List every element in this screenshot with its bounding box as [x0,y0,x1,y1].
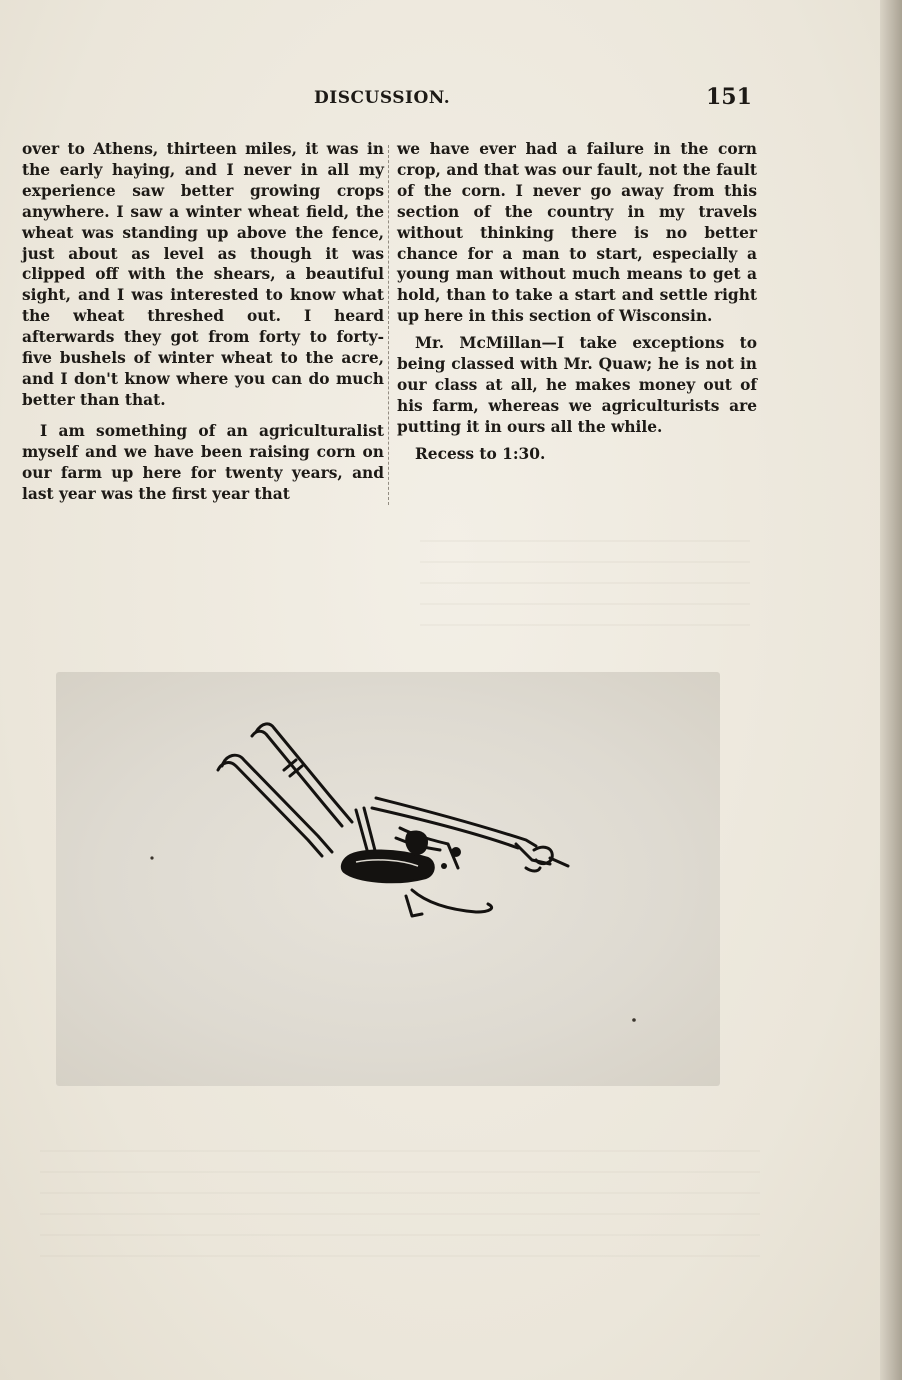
plow-icon [56,672,720,1086]
left-column [22,139,384,504]
column-divider [388,145,390,505]
running-title: DISCUSSION. [314,88,451,108]
left-paragraph-2: I am something of an agriculturalist myself and we have been raising corn on our farm up here for twenty years, and last year was the first year that [22,421,384,503]
running-head [0,84,902,114]
left-paragraph-1: over to Athens, thirteen miles, it was in the early haying, and I never in all my experience saw better growing crops anywhere. I saw a winter wheat field, the wheat was standing up above the fence, just about as level as though it was clipped off with the shears, a beautiful sight, and I was interested to know what the wheat threshed out. I heard afterwards they got from forty to forty-five bushels of winter wheat to the acre, and I don't know where you can do much better than that. [22,140,384,409]
right-paragraph-3: Recess to 1:30. [415,444,546,463]
bleed-through-lower [40,1150,760,1260]
page-number: 151 [706,84,752,110]
illustration-plate [56,672,720,1086]
bleed-through [420,540,750,630]
right-column [397,139,757,465]
right-paragraph-1: we have ever had a failure in the corn crop, and that was our fault, not the fault of the corn. I never go away from this section of the country in my travels without thinking there is no better chance for a man to start, especially a young man without much means to get a hold, than to take a start and settle right up here in this section of Wisconsin. [397,140,757,326]
page-edge [880,0,902,1380]
right-paragraph-2: Mr. McMillan—I take exceptions to being classed with Mr. Quaw; he is not in our class at all, he makes money out of his farm, whereas we agriculturists are putting it in ours all the while. [397,334,757,436]
